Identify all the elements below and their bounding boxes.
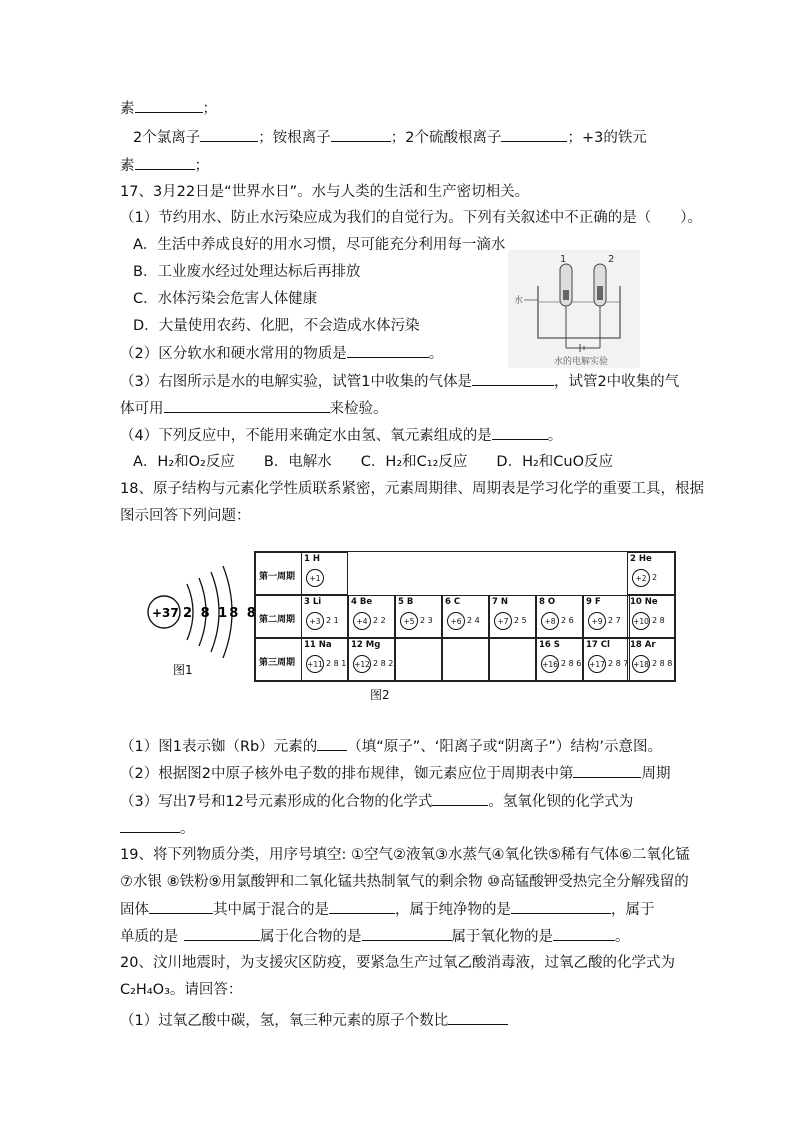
element-cell xyxy=(627,638,675,681)
text: ，属于纯净物的是 xyxy=(395,902,511,918)
element-nucleus: +18 xyxy=(632,655,650,673)
q17-part3 xyxy=(120,370,679,393)
q17-option-c: C．水体污染会危害人体健康 xyxy=(133,291,318,307)
q19-line2: ⑦水银 ⑧铁粉⑨用氯酸钾和二氧化锰共热制氧气的剩余物 ⑩高锰酸钾受热完全分解残留的 xyxy=(120,874,689,890)
element-cell xyxy=(583,595,630,638)
text: （3）右图所示是水的电解实验，试管1中收集的气体是 xyxy=(120,374,472,390)
blank[interactable] xyxy=(553,925,615,941)
text: 素 xyxy=(120,101,135,117)
text: 。 xyxy=(180,821,195,837)
text: 来检验。 xyxy=(329,401,388,417)
text: ；+3的铁元 xyxy=(567,130,647,146)
electrolysis-figure xyxy=(508,250,640,368)
element-nucleus: +6 xyxy=(447,612,465,630)
element-shells: 2 8 8 xyxy=(652,659,673,668)
element-cell xyxy=(536,595,583,638)
blank[interactable] xyxy=(184,925,260,941)
q18-part2 xyxy=(120,762,670,785)
shell-electrons: 2 8 18 8 xyxy=(183,606,258,621)
q20-line1: 20、汶川地震时，为支援灾区防疫，要紧急生产过氧乙酸消毒液，过氧乙酸的化学式为 xyxy=(120,955,675,971)
element-cell xyxy=(301,638,348,681)
element-shells: 2 8 6 xyxy=(561,659,582,668)
text: 体可用 xyxy=(120,401,164,417)
element-symbol: 4 Be xyxy=(351,597,373,607)
element-nucleus: +7 xyxy=(494,612,512,630)
line-3 xyxy=(120,154,209,177)
electrolysis-caption: 水的电解实验 xyxy=(554,357,609,367)
q17-part4 xyxy=(120,424,562,447)
text: 单质的是 xyxy=(120,929,178,945)
q17-title: 17、3月22日是“世界水日”。水与人类的生活和生产密切相关。 xyxy=(120,184,530,200)
text: （2）区分软水和硬水常用的物质是 xyxy=(120,346,347,362)
blank[interactable] xyxy=(347,342,429,358)
text: ，试管2中收集的气 xyxy=(553,374,680,390)
q17-part3b xyxy=(120,397,388,420)
empty-cell xyxy=(489,638,536,681)
blank[interactable] xyxy=(472,370,554,386)
text: （1）过氧乙酸中碳，氢，氧三种元素的原子个数比 xyxy=(120,1013,449,1029)
text: ，属于 xyxy=(611,902,655,918)
element-nucleus: +11 xyxy=(306,655,324,673)
element-symbol: 7 N xyxy=(492,597,508,607)
blank[interactable] xyxy=(329,898,395,914)
element-symbol: 8 O xyxy=(539,597,556,607)
element-cell xyxy=(395,595,442,638)
rubidium-structure-figure xyxy=(143,570,258,680)
element-symbol: 12 Mg xyxy=(351,640,381,650)
element-nucleus: +2 xyxy=(632,569,650,587)
element-shells: 2 5 xyxy=(514,616,527,625)
blank[interactable] xyxy=(448,1009,508,1025)
element-nucleus: +10 xyxy=(632,612,650,630)
element-shells: 2 3 xyxy=(420,616,433,625)
element-shells: 2 7 xyxy=(608,616,621,625)
text: 其中属于混合的是 xyxy=(213,902,329,918)
q19-line1: 19、将下列物质分类，用序号填空: ①空气②液氧③水蒸气④氧化铁⑤稀有气体⑥二氧化锰 xyxy=(120,847,690,863)
element-symbol: 5 B xyxy=(398,597,414,607)
blank[interactable] xyxy=(432,790,488,806)
element-cell xyxy=(627,595,675,638)
blank[interactable] xyxy=(200,126,258,142)
blank[interactable] xyxy=(573,762,641,778)
text: 周期 xyxy=(641,766,671,782)
blank[interactable] xyxy=(149,898,213,914)
element-shells: 2 4 xyxy=(467,616,480,625)
element-cell xyxy=(301,595,348,638)
element-nucleus: +4 xyxy=(353,612,371,630)
blank[interactable] xyxy=(135,154,195,170)
q17-part2 xyxy=(120,342,443,365)
text: 属于化合物的是 xyxy=(260,929,362,945)
line-2 xyxy=(133,126,647,149)
text: （填“原子”、‘阳离子或“阴离子”）结构’示意图。 xyxy=(347,739,662,755)
blank[interactable] xyxy=(362,925,452,941)
element-cell xyxy=(348,595,395,638)
text: 。 xyxy=(428,346,444,362)
tube1-label: 1 xyxy=(560,254,567,265)
fig1-label: 图1 xyxy=(173,663,193,677)
element-cell xyxy=(301,552,348,595)
element-cell xyxy=(442,595,489,638)
blank[interactable] xyxy=(492,424,548,440)
nucleus-label: +37 xyxy=(152,606,179,620)
empty-cell xyxy=(395,638,442,681)
q17-option-d: D．大量使用农药、化肥，不会造成水体污染 xyxy=(133,318,420,334)
element-symbol: 2 He xyxy=(630,554,652,564)
q19-line3 xyxy=(120,898,655,921)
q18-line2: 图示回答下列问题： xyxy=(120,508,251,524)
text: 。 xyxy=(547,428,563,444)
element-symbol: 17 Cl xyxy=(586,640,610,650)
row-label-period-3: 第三周期 xyxy=(255,638,302,681)
empty-cell xyxy=(442,638,489,681)
element-nucleus: +3 xyxy=(306,612,324,630)
fig2-label: 图2 xyxy=(370,688,390,702)
element-symbol: 6 C xyxy=(445,597,461,607)
q17-part4-options: A．H₂和O₂反应 B．电解水 C．H₂和C₁₂反应 D．H₂和CuO反应 xyxy=(133,454,614,470)
element-shells: 2 8 2 xyxy=(373,659,394,668)
text: （1）图1表示铷（Rb）元素的 xyxy=(120,739,318,755)
blank[interactable] xyxy=(501,126,567,142)
q17-option-a: A．生活中养成良好的用水习惯，尽可能充分利用每一滴水 xyxy=(133,237,506,253)
tube2-label: 2 xyxy=(608,254,615,265)
element-cell xyxy=(627,552,675,595)
element-cell xyxy=(348,638,395,681)
text: （2）根据图2中原子核外电子数的排布规律，铷元素应位于周期表中第 xyxy=(120,766,574,782)
text: ；铵根离子 xyxy=(258,130,331,146)
text: （3）写出7号和12号元素形成的化合物的化学式 xyxy=(120,794,433,810)
element-nucleus: +5 xyxy=(400,612,418,630)
q18-line1: 18、原子结构与元素化学性质联系紧密，元素周期律、周期表是学习化学的重要工具，根据 xyxy=(120,481,704,497)
element-cell xyxy=(583,638,630,681)
element-nucleus: +9 xyxy=(588,612,606,630)
text: ； xyxy=(202,101,217,117)
q20-part1 xyxy=(120,1009,508,1032)
element-symbol: 9 F xyxy=(586,597,601,607)
element-nucleus: +16 xyxy=(541,655,559,673)
text: 。氢氧化钡的化学式为 xyxy=(488,794,634,810)
element-nucleus: +17 xyxy=(588,655,606,673)
blank[interactable] xyxy=(120,817,180,833)
element-cell xyxy=(536,638,583,681)
element-shells: 2 xyxy=(652,573,658,582)
element-symbol: 11 Na xyxy=(304,640,332,650)
q17-part1: （1）节约用水、防止水污染应成为我们的自觉行为。下列有关叙述中不正确的是（ ）。 xyxy=(120,210,702,226)
element-shells: 2 2 xyxy=(373,616,386,625)
element-symbol: 1 H xyxy=(304,554,320,564)
element-shells: 2 8 7 xyxy=(608,659,629,668)
line-1 xyxy=(120,97,217,120)
element-shells: 2 8 xyxy=(652,616,665,625)
text: 2个氯离子 xyxy=(133,130,201,146)
element-nucleus: +8 xyxy=(541,612,559,630)
blank[interactable] xyxy=(317,735,347,751)
q18-part3b xyxy=(120,817,195,840)
text: 。 xyxy=(615,929,630,945)
q18-part3 xyxy=(120,790,633,813)
text: ； xyxy=(194,158,209,174)
row-label-period-1: 第一周期 xyxy=(255,552,302,595)
text: 属于氧化物的是 xyxy=(451,929,553,945)
q20-line2: C₂H₄O₃。请回答： xyxy=(120,982,243,998)
element-symbol: 16 S xyxy=(539,640,560,650)
blank[interactable] xyxy=(511,898,611,914)
text: （4）下列反应中，不能用来确定水由氢、氧元素组成的是 xyxy=(120,428,492,444)
blank[interactable] xyxy=(164,397,330,413)
element-shells: 2 6 xyxy=(561,616,574,625)
element-symbol: 18 Ar xyxy=(630,640,656,650)
blank[interactable] xyxy=(331,126,391,142)
q18-part1 xyxy=(120,735,662,758)
text: 素 xyxy=(120,158,135,174)
q17-option-b: B．工业废水经过处理达标后再排放 xyxy=(133,264,361,280)
water-label: 水 xyxy=(514,296,524,306)
element-symbol: 3 Li xyxy=(304,597,322,607)
row-label-period-2: 第二周期 xyxy=(255,595,302,638)
element-shells: 2 1 xyxy=(326,616,339,625)
text: ；2个硫酸根离子 xyxy=(390,130,502,146)
text: 固体 xyxy=(120,902,149,918)
blank[interactable] xyxy=(135,97,203,113)
element-symbol: 10 Ne xyxy=(630,597,658,607)
element-nucleus: +1 xyxy=(306,569,324,587)
element-shells: 2 8 1 xyxy=(326,659,347,668)
element-cell xyxy=(489,595,536,638)
element-nucleus: +12 xyxy=(353,655,371,673)
q19-line4 xyxy=(120,925,630,948)
